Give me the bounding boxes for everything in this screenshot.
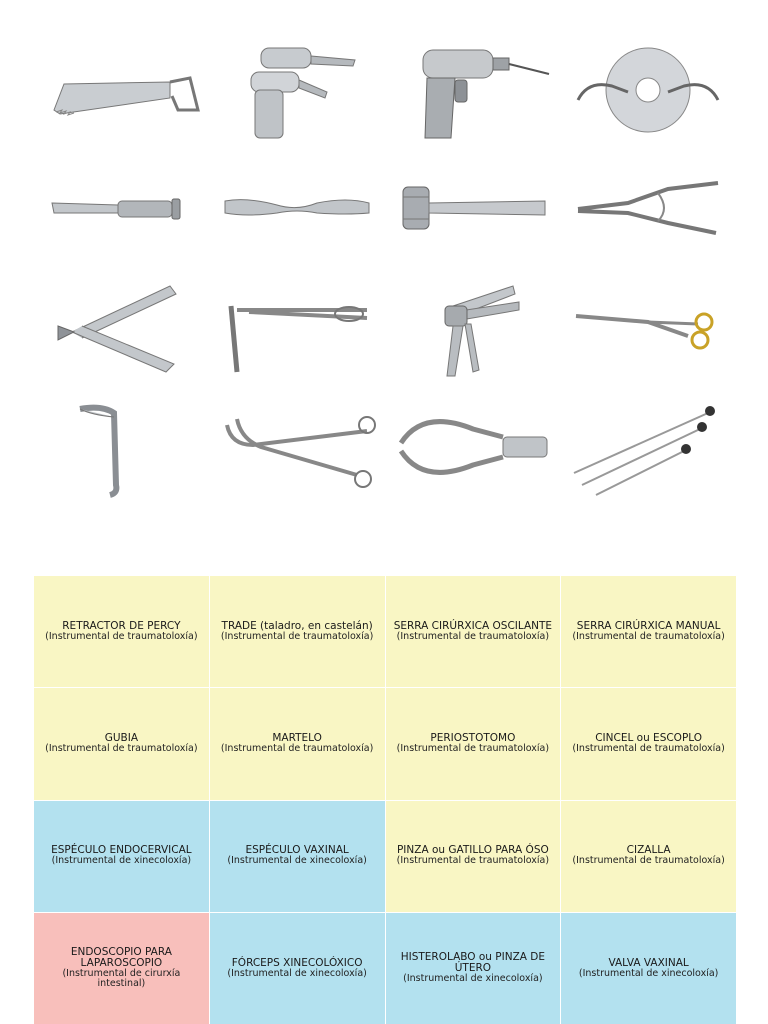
image-cell	[385, 268, 561, 387]
instrument-name: SERRA CIRÚRXICA MANUAL	[576, 619, 721, 632]
oscillating-saw-icon	[217, 38, 377, 142]
image-cell	[34, 268, 210, 387]
laparoscope-icon	[568, 395, 728, 499]
instrument-category: (Instrumental de traumatoloxía)	[396, 630, 550, 642]
instrument-name: ESPÉCULO ENDOCERVICAL	[51, 844, 192, 857]
instrument-name: ENDOSCOPIO PARA LAPAROSCOPIO	[70, 945, 172, 969]
image-cell	[210, 387, 386, 506]
instrument-category: (Instrumental de traumatoloxía)	[220, 630, 374, 642]
image-cell	[34, 30, 210, 149]
instrument-images	[34, 30, 736, 506]
endocervical-speculum-icon	[568, 276, 728, 380]
instrument-label-cell	[561, 576, 736, 687]
chisel-icon	[42, 157, 202, 261]
instrument-category: (Instrumental de traumatoloxía)	[45, 630, 198, 642]
manual-saw-icon	[42, 38, 202, 142]
instrument-name: VALVA VAXINAL	[608, 956, 689, 969]
image-cell	[210, 268, 386, 387]
bone-holding-clamp-icon	[217, 276, 377, 380]
instrument-label-cell	[561, 801, 736, 912]
instrument-label-cell	[210, 913, 385, 1024]
mallet-icon	[393, 157, 553, 261]
instrument-category: (Instrumental de traumatoloxía)	[396, 743, 550, 755]
gynecological-forceps-icon	[393, 395, 553, 499]
instrument-category: (Instrumental de xinecoloxía)	[51, 855, 192, 867]
instrument-label-cell	[210, 576, 385, 687]
bone-forceps-icon	[42, 276, 202, 380]
instrument-label-cell	[34, 688, 209, 799]
instrument-name: RETRACTOR DE PERCY	[62, 619, 181, 632]
instrument-name: FÓRCEPS XINECOLÓXICO	[231, 956, 363, 969]
gouge-icon	[217, 157, 377, 261]
instrument-name: GUBIA	[104, 732, 139, 745]
image-cell	[561, 30, 737, 149]
instrument-name: HISTEROLABO ou PINZA DE ÚTERO	[400, 951, 546, 975]
instrument-category: (Instrumental de cirurxía intestinal)	[62, 967, 181, 990]
instrument-label-cell	[34, 801, 209, 912]
instrument-category: (Instrumental de traumatoloxía)	[220, 743, 374, 755]
instrument-category: (Instrumental de xinecoloxía)	[227, 967, 367, 979]
instrument-label-cell	[386, 688, 561, 799]
image-cell	[385, 387, 561, 506]
instrument-label-cell	[561, 913, 736, 1024]
instrument-name: CIZALLA	[626, 844, 671, 857]
image-cell	[34, 387, 210, 506]
uterine-tenaculum-icon	[217, 395, 377, 499]
instrument-category: (Instrumental de traumatoloxía)	[572, 855, 725, 867]
instrument-label-cell	[386, 576, 561, 687]
instrument-category: (Instrumental de xinecoloxía)	[403, 973, 543, 985]
image-cell	[561, 268, 737, 387]
instrument-label-cell	[386, 801, 561, 912]
image-cell	[210, 30, 386, 149]
instrument-category: (Instrumental de traumatoloxía)	[572, 743, 725, 755]
instrument-name: PERIOSTOTOMO	[430, 732, 516, 745]
instrument-label-cell	[34, 913, 209, 1024]
instrument-name: CINCEL ou ESCOPLO	[595, 732, 703, 745]
image-cell	[385, 149, 561, 268]
instrument-category: (Instrumental de xinecoloxía)	[578, 967, 719, 979]
bone-rongeur-icon	[568, 157, 728, 261]
image-cell	[561, 387, 737, 506]
instrument-category: (Instrumental de traumatoloxía)	[45, 743, 198, 755]
instrument-category: (Instrumental de traumatoloxía)	[572, 630, 725, 642]
instrument-category: (Instrumental de traumatoloxía)	[396, 855, 550, 867]
percy-retractor-icon	[568, 38, 728, 142]
image-cell	[385, 30, 561, 149]
instrument-label-cell	[386, 913, 561, 1024]
image-cell	[210, 149, 386, 268]
instrument-name: TRADE (taladro, en castelán)	[221, 619, 373, 632]
vaginal-speculum-icon	[393, 276, 553, 380]
instrument-label-cell	[210, 801, 385, 912]
image-cell	[561, 149, 737, 268]
image-cell	[34, 149, 210, 268]
instrument-name: SERRA CIRÚRXICA OSCILANTE	[393, 619, 553, 632]
instrument-name: MARTELO	[272, 732, 322, 745]
instrument-label-cell	[34, 576, 209, 687]
instrument-label-cell	[210, 688, 385, 799]
instrument-label-cell	[561, 688, 736, 799]
instrument-label-table	[34, 576, 736, 1024]
surgical-drill-icon	[393, 38, 553, 142]
instrument-category: (Instrumental de xinecoloxía)	[227, 855, 367, 867]
instrument-name: ESPÉCULO VAXINAL	[245, 844, 349, 857]
vaginal-valve-icon	[42, 395, 202, 499]
instrument-name: PINZA ou GATILLO PARA ÓSO	[396, 844, 549, 857]
